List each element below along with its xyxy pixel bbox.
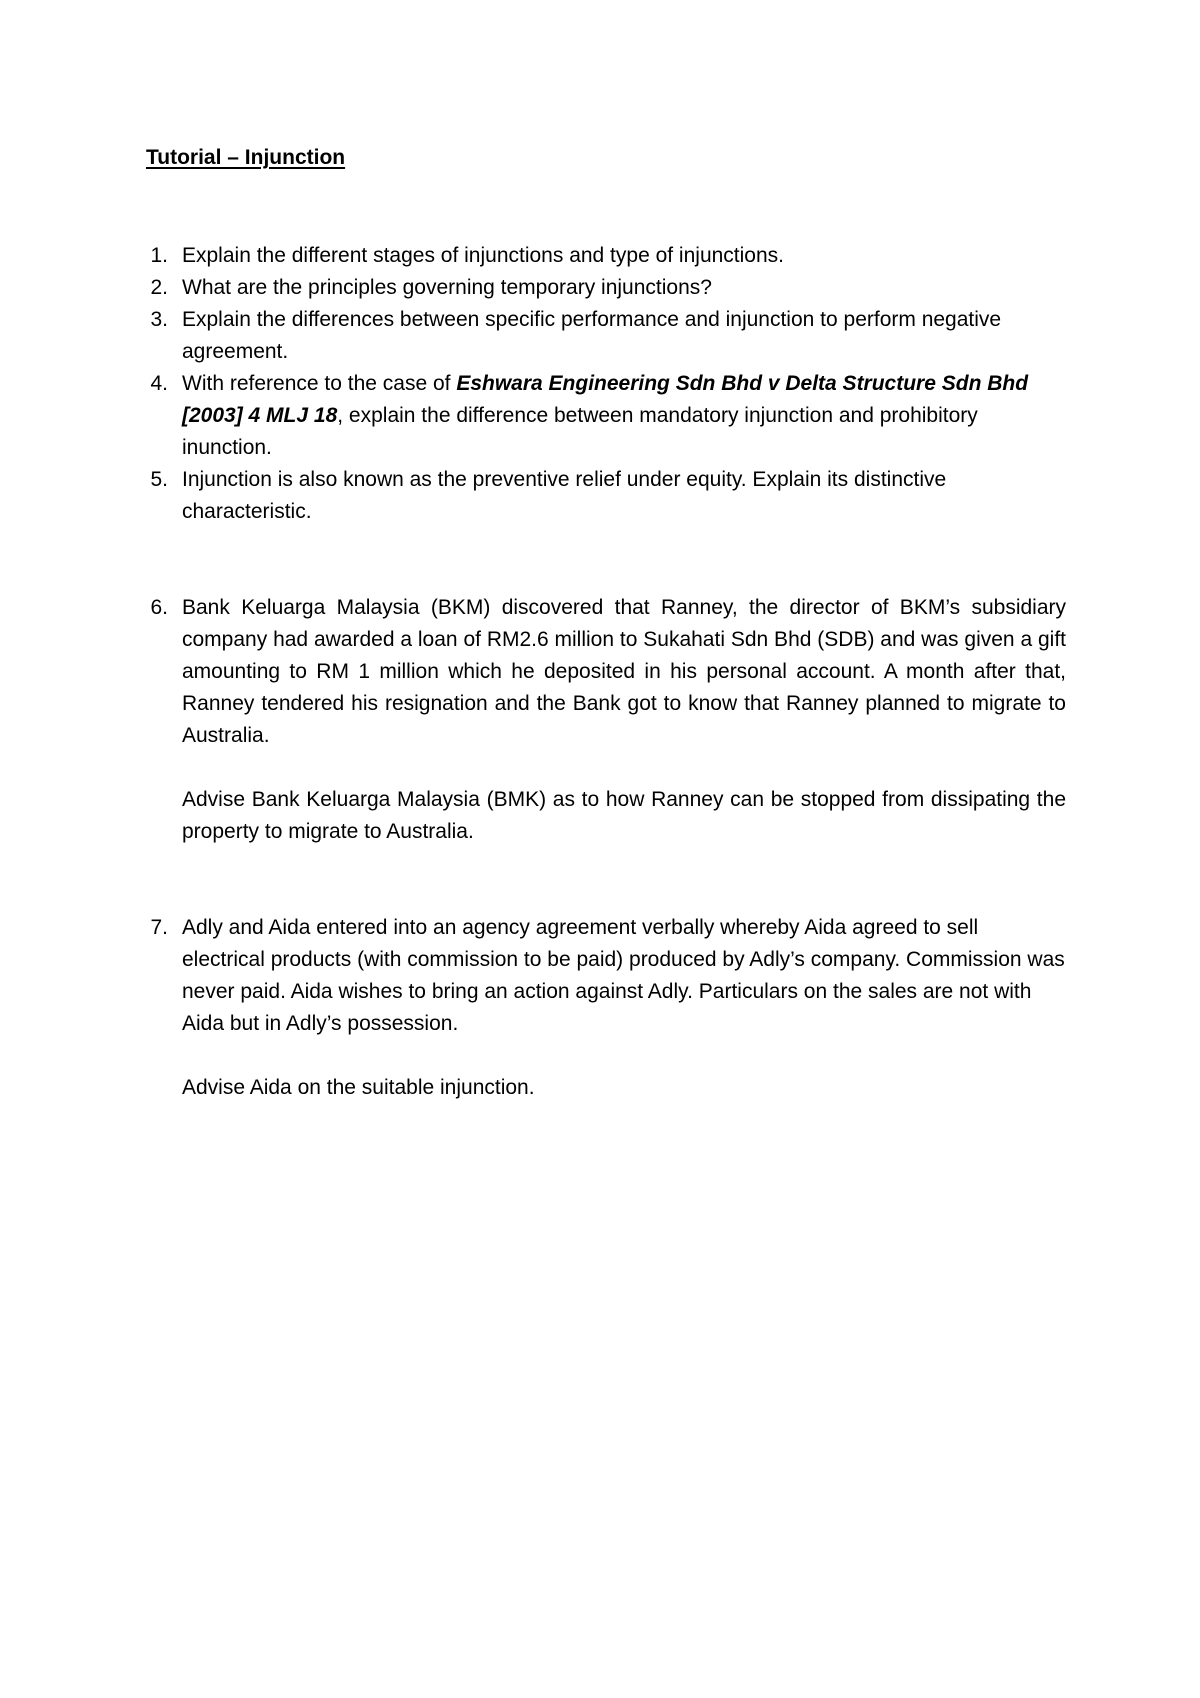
question-text-pre: With reference to the case of [182,372,457,395]
question-scenario: Adly and Aida entered into an agency agreement verbally whereby Aida agreed to sell electrical products (with commission to be paid) produced by Adly’s company. Commission was never paid. Aida wishes to bring an action against Adly. Particulars on the sales are not with Aida but in Adly’s possession. [182,916,1065,1035]
question-number: 5. [150,468,168,491]
question-number: 2. [150,276,168,299]
question-7 [146,912,1066,1104]
document-title: Tutorial – Injunction [146,146,346,169]
question-4 [146,368,1066,464]
question-body [182,592,1066,848]
question-list [146,240,1066,1104]
question-3 [146,304,1066,368]
question-number: 6. [150,596,168,619]
case-citation: Eshwara Engineering Sdn Bhd v Delta Structure Sdn Bhd [2003] 4 MLJ 18 [182,372,1029,427]
question-task: Advise Bank Keluarga Malaysia (BMK) as to how Ranney can be stopped from dissipating the property to migrate to Australia. [182,788,1066,843]
question-number: 7. [150,916,168,939]
question-text [182,368,1066,464]
question-1 [146,240,1066,272]
question-text: Explain the differences between specific performance and injunction to perform negative agreement. [182,308,1002,363]
question-text: What are the principles governing temporary injunctions? [182,276,712,299]
question-text: Explain the different stages of injunctions and type of injunctions. [182,244,784,267]
question-number: 4. [150,372,168,395]
question-text-post: , explain the difference between mandatory injunction and prohibitory inunction. [182,404,978,459]
question-task: Advise Aida on the suitable injunction. [182,1076,535,1099]
question-5 [146,464,1066,528]
question-number: 3. [150,308,168,331]
question-scenario: Bank Keluarga Malaysia (BKM) discovered that Ranney, the director of BKM’s subsidiary company had awarded a loan of RM2.6 million to Sukahati Sdn Bhd (SDB) and was given a gift amounting to RM 1 million which he deposited in his personal account. A month after that, Ranney tendered his resignation and the Bank got to know that Ranney planned to migrate to Australia. [182,596,1066,747]
question-number: 1. [150,244,168,267]
question-2 [146,272,1066,304]
question-6 [146,592,1066,848]
question-text: Injunction is also known as the preventive relief under equity. Explain its distinctive characteristic. [182,468,947,523]
question-body [182,912,1066,1104]
